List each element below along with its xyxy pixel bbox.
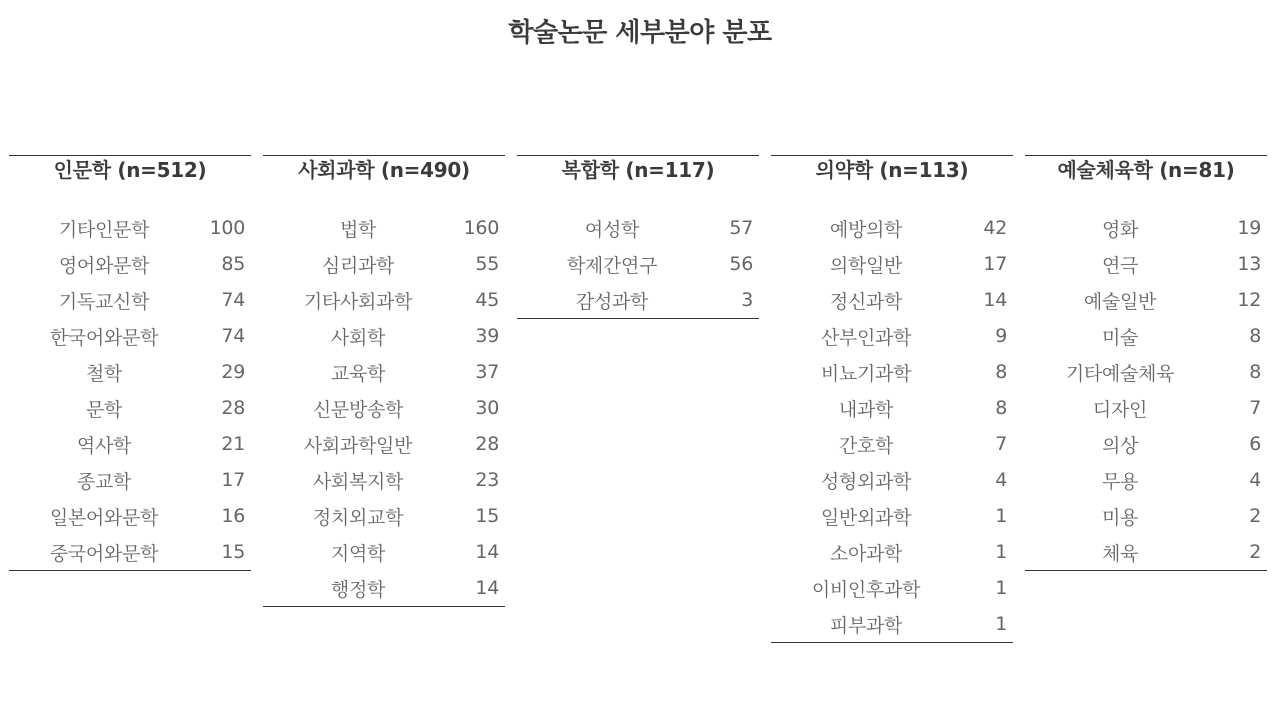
row-label: 의학일반 <box>829 254 903 277</box>
row-label: 일본어와문학 <box>49 506 159 529</box>
row-label: 철학 <box>85 362 123 385</box>
table-row <box>263 426 505 462</box>
row-value: 85 <box>221 253 245 275</box>
table-row <box>9 426 251 462</box>
table-body <box>771 210 1013 642</box>
row-label: 무용 <box>1101 470 1139 493</box>
row-label: 법학 <box>339 218 377 241</box>
row-value: 1 <box>995 613 1007 635</box>
row-value: 1 <box>995 577 1007 599</box>
table-body <box>263 210 505 606</box>
table-body <box>517 210 759 318</box>
row-label: 행정학 <box>330 578 386 601</box>
row-label: 비뇨기과학 <box>820 362 912 385</box>
row-value: 15 <box>221 541 245 563</box>
table-row <box>771 426 1013 462</box>
table-row <box>9 210 251 246</box>
row-value: 14 <box>475 577 499 599</box>
table-row <box>771 462 1013 498</box>
table-row <box>1025 426 1267 462</box>
table-row <box>771 246 1013 282</box>
row-label: 소아과학 <box>829 542 903 565</box>
row-label: 종교학 <box>76 470 132 493</box>
table-row <box>771 570 1013 606</box>
table-row <box>771 498 1013 534</box>
row-label: 기타사회과학 <box>303 290 413 313</box>
row-value: 17 <box>221 469 245 491</box>
row-value: 3 <box>741 289 753 311</box>
table-row <box>771 318 1013 354</box>
table-row <box>263 354 505 390</box>
table-header: 인문학 (n=512) <box>53 158 207 182</box>
table-row <box>263 210 505 246</box>
table-header: 사회과학 (n=490) <box>298 158 470 182</box>
table-row <box>9 462 251 498</box>
row-label: 심리과학 <box>321 254 395 277</box>
row-value: 57 <box>729 217 753 239</box>
row-value: 29 <box>221 361 245 383</box>
row-value: 8 <box>1249 361 1261 383</box>
row-label: 기타인문학 <box>58 218 150 241</box>
table-row <box>9 282 251 318</box>
row-value: 1 <box>995 541 1007 563</box>
row-value: 30 <box>475 397 499 419</box>
table-header: 복합학 (n=117) <box>561 158 715 182</box>
row-label: 일반외과학 <box>820 506 912 529</box>
row-value: 28 <box>475 433 499 455</box>
table-row <box>1025 354 1267 390</box>
row-value: 14 <box>983 289 1007 311</box>
table-row <box>771 282 1013 318</box>
table-header: 예술체육학 (n=81) <box>1057 158 1235 182</box>
row-label: 기타예술체육 <box>1065 362 1175 385</box>
table-row <box>263 246 505 282</box>
table-row <box>517 282 759 318</box>
table-row <box>1025 210 1267 246</box>
row-value: 160 <box>463 217 499 239</box>
row-label: 중국어와문학 <box>49 542 159 565</box>
row-value: 4 <box>995 469 1007 491</box>
table-row <box>9 354 251 390</box>
table-row <box>263 534 505 570</box>
row-label: 피부과학 <box>829 614 903 637</box>
row-label: 정신과학 <box>829 290 903 313</box>
row-value: 37 <box>475 361 499 383</box>
row-label: 정치외교학 <box>312 506 404 529</box>
row-value: 42 <box>983 217 1007 239</box>
row-label: 교육학 <box>330 362 386 385</box>
table-header: 의약학 (n=113) <box>815 158 969 182</box>
row-value: 19 <box>1237 217 1261 239</box>
table-body <box>9 210 251 570</box>
row-value: 16 <box>221 505 245 527</box>
row-label: 학제간연구 <box>566 254 658 277</box>
field-table <box>517 155 759 319</box>
row-label: 이비인후과학 <box>811 578 921 601</box>
row-label: 지역학 <box>330 542 386 565</box>
table-row <box>9 246 251 282</box>
table-row <box>1025 246 1267 282</box>
row-value: 7 <box>995 433 1007 455</box>
table-row <box>771 390 1013 426</box>
row-value: 2 <box>1249 541 1261 563</box>
row-label: 영어와문학 <box>58 254 150 277</box>
row-label: 성형외과학 <box>820 470 912 493</box>
row-value: 7 <box>1249 397 1261 419</box>
row-value: 17 <box>983 253 1007 275</box>
table-body <box>1025 210 1267 570</box>
row-label: 신문방송학 <box>312 398 404 421</box>
row-label: 사회학 <box>330 326 386 349</box>
row-label: 기독교신학 <box>58 290 150 313</box>
row-label: 내과학 <box>838 398 894 421</box>
row-label: 미용 <box>1101 506 1139 529</box>
table-row <box>9 534 251 570</box>
row-label: 산부인과학 <box>820 326 912 349</box>
row-value: 6 <box>1249 433 1261 455</box>
table-row <box>771 606 1013 642</box>
field-table <box>263 155 505 607</box>
row-value: 28 <box>221 397 245 419</box>
row-label: 문학 <box>85 398 123 421</box>
row-value: 39 <box>475 325 499 347</box>
table-row <box>263 570 505 606</box>
row-value: 15 <box>475 505 499 527</box>
row-value: 2 <box>1249 505 1261 527</box>
row-value: 1 <box>995 505 1007 527</box>
row-value: 21 <box>221 433 245 455</box>
row-label: 의상 <box>1101 434 1139 457</box>
row-label: 미술 <box>1101 326 1139 349</box>
table-row <box>1025 462 1267 498</box>
table-row <box>263 318 505 354</box>
row-value: 74 <box>221 289 245 311</box>
row-value: 56 <box>729 253 753 275</box>
row-value: 23 <box>475 469 499 491</box>
table-row <box>263 498 505 534</box>
table-row <box>771 354 1013 390</box>
row-label: 영화 <box>1101 218 1139 241</box>
field-table <box>9 155 251 571</box>
table-row <box>771 210 1013 246</box>
row-label: 감성과학 <box>575 290 649 313</box>
row-label: 연극 <box>1101 254 1139 277</box>
table-row <box>263 282 505 318</box>
row-label: 한국어와문학 <box>49 326 159 349</box>
table-row <box>263 462 505 498</box>
table-row <box>9 318 251 354</box>
table-row <box>9 390 251 426</box>
field-table <box>771 155 1013 643</box>
table-row <box>1025 390 1267 426</box>
row-value: 55 <box>475 253 499 275</box>
row-value: 74 <box>221 325 245 347</box>
row-value: 9 <box>995 325 1007 347</box>
table-row <box>517 210 759 246</box>
table-row <box>771 534 1013 570</box>
row-value: 12 <box>1237 289 1261 311</box>
row-label: 사회과학일반 <box>303 434 413 457</box>
table-row <box>1025 282 1267 318</box>
table-row <box>9 498 251 534</box>
field-table <box>1025 155 1267 571</box>
table-row <box>1025 318 1267 354</box>
row-label: 체육 <box>1101 542 1139 565</box>
row-label: 예술일반 <box>1083 290 1157 313</box>
row-value: 8 <box>995 397 1007 419</box>
chart-title: 학술논문 세부분야 분포 <box>508 18 772 48</box>
row-label: 여성학 <box>584 218 640 241</box>
row-value: 8 <box>995 361 1007 383</box>
row-label: 디자인 <box>1092 398 1148 421</box>
table-row <box>1025 498 1267 534</box>
row-value: 14 <box>475 541 499 563</box>
row-label: 역사학 <box>76 434 132 457</box>
row-value: 100 <box>209 217 245 239</box>
table-row <box>263 390 505 426</box>
row-label: 예방의학 <box>829 218 903 241</box>
row-value: 4 <box>1249 469 1261 491</box>
table-row <box>1025 534 1267 570</box>
row-label: 사회복지학 <box>312 470 404 493</box>
row-value: 13 <box>1237 253 1261 275</box>
row-label: 간호학 <box>838 434 894 457</box>
row-value: 8 <box>1249 325 1261 347</box>
table-row <box>517 246 759 282</box>
row-value: 45 <box>475 289 499 311</box>
